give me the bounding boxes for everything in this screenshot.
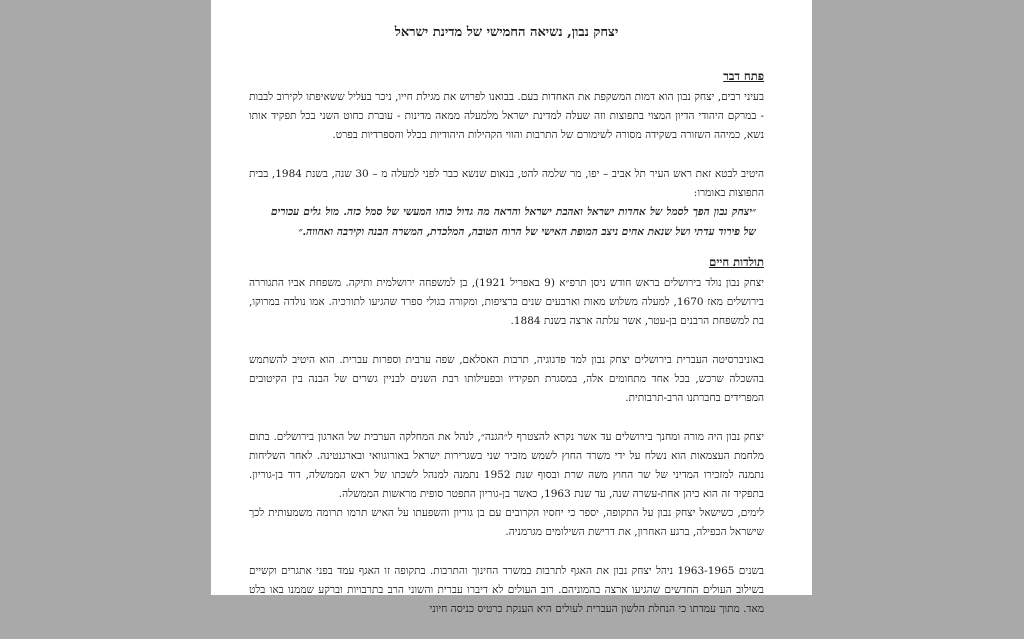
document-title: יצחק נבון, נשיאה החמישי של מדינת ישראל: [394, 25, 619, 40]
paragraph: לימים, כשישאל יצחק נבון על התקופה, יספר כי יחסיו הקרובים עם בן גוריון והשפעתו על האיש תרמו תרומה משמעותית לכך שישראל הכפילה, ברגע האחרון, את דרישת השילומים מגרמניה.: [249, 507, 764, 538]
paragraph: יצחק נבון היה מורה ומחנך בירושלים עד אשר נקרא להצטרף ל״הגנה״, לנהל את המחלקה הערבית של הארגון בירושלים. בתום מלחמת העצמאות הוא נשלח על ידי משרד החוץ לשמש מזכיר שני בשגרירות ישראל באורוגוואי ובארגנטינה. לאחר השליחות נתמנה למזכירו המדיני של שר החוץ משה שרת ובסוף שנת 1952 נתמנה למנהל לשכתו של ראש הממשלה, דוד בן-גוריון. בתפקיד זה הוא כיהן אחת-עשרה שנה, עד שנת 1963, כאשר בן-גוריון התפטר סופית מראשות הממשלה.: [249, 431, 764, 500]
document-content: [249, 24, 764, 639]
paragraph: היטיב לבטא זאת ראש העיר תל אביב – יפו, מר שלמה להט, בנאום שנשא כבר לפני למעלה מ – 30 שנה, בשנת 1984, בבית התפוצות באומרו:: [249, 168, 764, 199]
document-page: [211, 0, 812, 615]
section-heading-biography: תולדות חיים: [709, 255, 764, 269]
paragraph: באוניברסיטה העברית בירושלים יצחק נבון למד פדגוגיה, תרבות האסלאם, שפה ערבית וספרות עברית. הוא היטיב להשתמש בהשכלה שרכש, בכל אחד מתחומים אלה, במסגרת תפקידיו ובפעילותו רבת השנים לבניין גשרים של הבנה בין הקיטובים המפרידים בחברתנו הרב-תרבותית.: [249, 354, 764, 404]
paragraph: בשנים 1963-1965 ניהל יצחק נבון את האגף לתרבות במשרד החינוך והתרבות. בתקופה זו האגף עמד בפני אתגרים וקשיים בשילוב העולים החדשים שהגיעו ארצה בהמוניהם. רוב העולים לא דיברו עברית והשוני הרב בתרבויות וברקע שממנו באו בלט מאד. מתוך עמדתו כי הנחלת הלשון העברית לעולים היא הענקת כרטיס כניסה חיוני: [249, 565, 764, 615]
paragraph: בעיני רבים, יצחק נבון הוא דמות המשקפת את האחדות בעם. בבואנו לפרוש את מגילת חייו, ניכר בעליל ששאיפתו לקירוב לבבות - במרקם היהודי הדיון המצוי בתפוצות וזה שעלה למדינת ישראל מלמעלה ממאה מדינות - עוברת כחוט השני בכל תפקיד אותו נשא, כמיהה השזורה בשקידה מסורה לשימורם של התרבות והווי הקהילות היהודיות בכלל והספרדיות בפרט.: [249, 91, 764, 141]
section-heading-preface: פתח דבר: [723, 69, 764, 83]
block-quote: ״יצחק נבון הפך לסמל של אחדות ישראל ואהבת ישראל והראה מה גדול כוחו המעשי של סמל כזה. מול גלים עכורים של פירוד עדתי ושל שנאת אחים ניצב המופת האישי של הרוח הטובה, המלכדת, המשרה הבנה וקירבה ואחווה.״: [271, 206, 756, 238]
paragraph: יצחק נבון נולד בירושלים בראש חודש ניסן תרפ״א (9 באפריל 1921), בן למשפחה ירושלמית ותיקה. משפחת אביו התגוררה בירושלים מאז 1670, למעלה משלוש מאות וארבעים שנים ברציפות, ומקורה בגולי ספרד שהגיעו לתורכיה. אמו נולדה במרוקו, בת למשפחת הרבנים בן-עטר, אשר עלתה ארצה בשנת 1884.: [249, 277, 764, 327]
